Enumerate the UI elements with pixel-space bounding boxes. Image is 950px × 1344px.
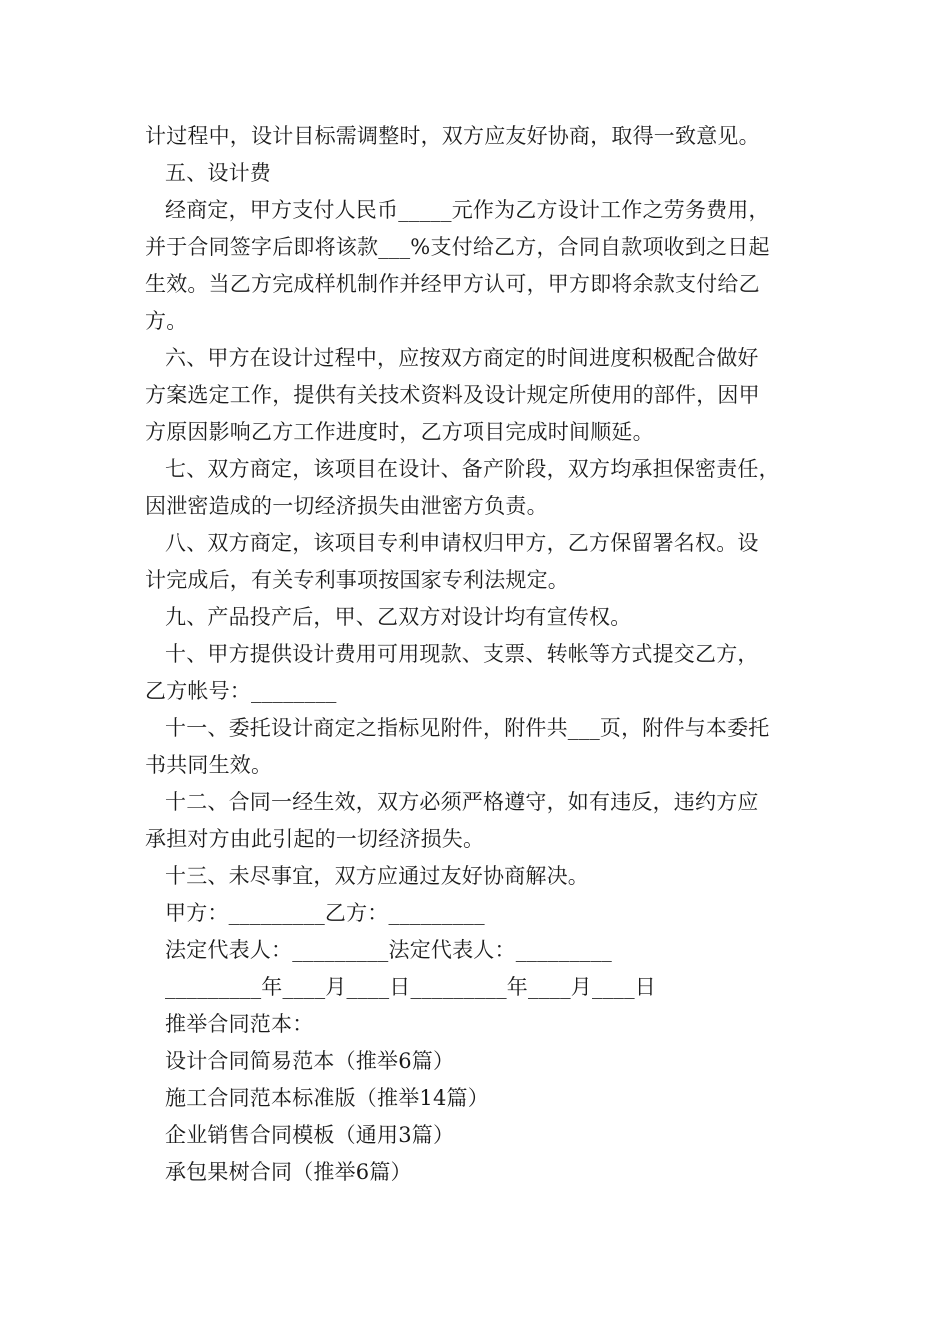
clause-thirteen: 十三、未尽事宜，双方应通过友好协商解决。: [165, 864, 589, 888]
text-line: 书共同生效。: [145, 753, 273, 777]
recommended-templates-heading: 推举合同范本：: [165, 1012, 314, 1036]
signature-parties: 甲方：_________乙方：_________: [165, 901, 485, 925]
text-line: 并于合同签字后即将该款___%支付给乙方，合同自款项收到之日起: [145, 235, 770, 259]
clause-eleven: 十一、委托设计商定之指标见附件，附件共___页，附件与本委托: [165, 716, 770, 740]
clause-ten: 十、甲方提供设计费用可用现款、支票、转帐等方式提交乙方，: [165, 642, 759, 666]
text-line: 因泄密造成的一切经济损失由泄密方负责。: [145, 494, 548, 518]
text-line: 方。: [145, 309, 188, 333]
recommended-link[interactable]: 设计合同简易范本（推举6篇）: [165, 1049, 455, 1073]
text-line: 计完成后，有关专利事项按国家专利法规定。: [145, 568, 569, 592]
section-heading-fee: 五、设计费: [165, 161, 271, 185]
document-body: [145, 118, 810, 1191]
clause-twelve: 十二、合同一经生效，双方必须严格遵守，如有违反，违约方应: [165, 790, 759, 814]
text-line: 方案选定工作，提供有关技术资料及设计规定所使用的部件，因甲: [145, 383, 760, 407]
text-line: 生效。当乙方完成样机制作并经甲方认可，甲方即将余款支付给乙: [145, 272, 760, 296]
clause-seven: 七、双方商定，该项目在设计、备产阶段，双方均承担保密责任，: [165, 457, 780, 481]
recommended-link[interactable]: 承包果树合同（推举6篇）: [165, 1160, 412, 1184]
recommended-link[interactable]: 施工合同范本标准版（推举14篇）: [165, 1086, 489, 1110]
clause-eight: 八、双方商定，该项目专利申请权归甲方，乙方保留署名权。设: [165, 531, 759, 555]
text-line: 乙方帐号：________: [145, 679, 337, 703]
clause-six: 六、甲方在设计过程中，应按双方商定的时间进度积极配合做好: [165, 346, 759, 370]
text-line: 经商定，甲方支付人民币_____元作为乙方设计工作之劳务费用，: [165, 198, 770, 222]
text-line: 承担对方由此引起的一切经济损失。: [145, 827, 485, 851]
signature-representatives: 法定代表人：_________法定代表人：_________: [165, 938, 612, 962]
recommended-link[interactable]: 企业销售合同模板（通用3篇）: [165, 1123, 455, 1147]
text-line: 方原因影响乙方工作进度时，乙方项目完成时间顺延。: [145, 420, 654, 444]
clause-nine: 九、产品投产后，甲、乙双方对设计均有宣传权。: [165, 605, 632, 629]
signature-dates: _________年____月____日_________年____月____日: [165, 975, 656, 999]
text-line: 计过程中，设计目标需调整时，双方应友好协商，取得一致意见。: [145, 124, 760, 148]
